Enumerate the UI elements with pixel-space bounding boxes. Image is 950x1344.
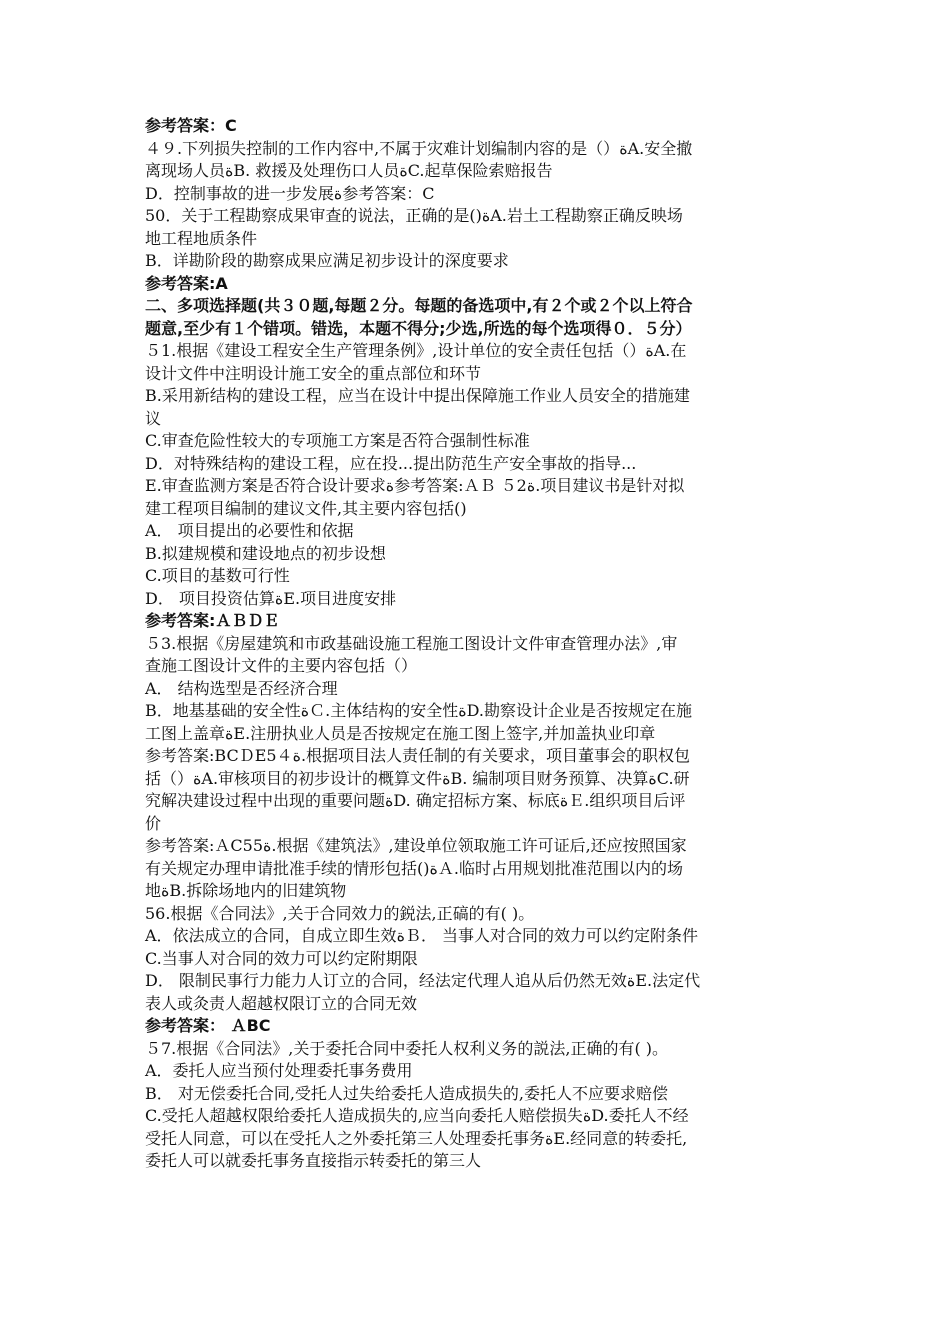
question-51-line-5: C.审查危险性较大的专项施工方案是否符合强制性标准 xyxy=(145,431,530,450)
question-51-line-3: B.采用新结构的建设工程，应当在设计中提出保障施工作业人员安全的措施建 xyxy=(145,386,690,405)
question-49-line-1: ４９.下列损失控制的工作内容中,不属于灾难计划编制内容的是（）ةA.安全撤 xyxy=(145,138,693,158)
question-50-line-3: B．详勘阶段的勘察成果应满足初步设计的深度要求 xyxy=(145,251,509,270)
section-heading-line-2: 题意,至少有１个错项。错选，本题不得分;少选,所选的每个选项得０．５分） xyxy=(145,318,692,338)
question-51-line-6: D．对特殊结构的建设工程，应在投...提出防范生产安全事故的指导... xyxy=(145,453,637,473)
question-53-line-1: ５3.根据《房屋建筑和市政基础设施工程施工图设计文件审查管理办法》,审 xyxy=(145,633,678,653)
question-54-line-3: 究解决建设过程中出现的重要问题ةD. 确定招标方案、标底ةＥ.组织项目后评 xyxy=(145,791,686,810)
question-57-line-1: ５7.根据《合同法》,关于委托合同中委托人权利义务的説法,正确的有( )。 xyxy=(145,1038,669,1058)
question-53-line-5: 工图上盖章ةE.注册执业人员是否按规定在施工图上签字,并加盖执业印章 xyxy=(145,723,656,743)
question-53-line-2: 查施工图设计文件的主要内容包括（） xyxy=(145,656,418,675)
question-49-line-2: 离现场人员ةB. 救援及处理伤口人员ةC.起草保险索赔报告 xyxy=(145,161,553,180)
question-57-line-5: 受托人同意，可以在受托人之外委托第三人处理委托事务ةE.经同意的转委托, xyxy=(145,1128,688,1148)
question-57-line-4: C.受托人超越权限给委托人造成损失的,应当向委托人赔偿损失ةD.委托人不经 xyxy=(145,1106,689,1125)
section-heading-line-1: 二、多项选择题(共３０题,每题２分。每题的备选项中,有２个或２个以上符合 xyxy=(145,296,693,315)
question-53-line-4: B．地基基础的安全性ةＣ.主体结构的安全性ةD.勘察设计企业是否按规定在施 xyxy=(145,701,692,720)
question-54-line-2: 括（）ةA.审核项目的初步设计的概算文件ةB. 编制项目财务预算、决算ةC.研 xyxy=(145,768,690,788)
question-53-line-3: A． 结构选型是否经济合理 xyxy=(145,678,338,698)
answer-50: 参考答案:A xyxy=(145,273,228,293)
question-56-line-2: A．依法成立的合同，自成立即生效ةＢ． 当事人对合同的效力可以约定附条件 xyxy=(145,926,699,945)
answer-48: 参考答案：C xyxy=(145,116,237,135)
question-51-line-2: 设计文件中注明设计施工安全的重点部位和环节 xyxy=(145,363,482,383)
question-50-line-2: 地工程地质条件 xyxy=(145,228,258,248)
question-52-line-4: C.项目的基数可行性 xyxy=(145,566,290,585)
answer-52: 参考答案:ＡＢＤＥ xyxy=(145,611,280,630)
question-52-line-5: D． 项目投资估算ةE.项目进度安排 xyxy=(145,588,397,608)
question-54-line-1: 参考答案:BCＤE5４ة.根据项目法人责任制的有关要求，项目董事会的职权包 xyxy=(145,746,691,765)
question-57-line-3: B． 对无偿委托合同,受托人过失给委托人造成损失的,委托人不应要求赔偿 xyxy=(145,1083,669,1103)
question-52-line-2: A． 项目提出的必要性和依据 xyxy=(145,521,354,540)
question-51-line-1: ５1.根据《建设工程安全生产管理条例》,设计单位的安全责任包括（）ةA.在 xyxy=(145,341,687,360)
question-56-line-3: C.当事人对合同的效力可以约定附期限 xyxy=(145,948,418,968)
question-56-line-4: D． 限制民事行力能力人订立的合同，经法定代理人追从后仍然无效ةE.法定代 xyxy=(145,971,701,990)
question-55-line-3: 地ةB.拆除场地内的旧建筑物 xyxy=(145,881,347,900)
question-52-line-1: 建工程项目编制的建议文件,其主要内容包括() xyxy=(145,498,467,518)
answer-56: 参考答案： ＡBC xyxy=(145,1016,271,1035)
question-56-line-1: 56.根据《合同法》,关于合同效力的鋭法,正碻的有( )。 xyxy=(145,903,535,923)
question-54-line-4: 价 xyxy=(145,813,162,833)
question-50-line-1: 50．关于工程勘察成果审查的说法，正确的是()ةA.岩土工程勘察正确反映场 xyxy=(145,206,683,225)
question-52-line-3: B.拟建规模和建设地点的初步设想 xyxy=(145,543,386,563)
question-56-line-5: 表人或灸责人超越权限订立的合同无效 xyxy=(145,993,418,1013)
question-57-line-2: A．委托人应当预付处理委托事务费用 xyxy=(145,1061,413,1080)
document-page xyxy=(145,115,815,1173)
question-55-line-1: 参考答案:ＡC55ة.根据《建筑法》,建设单位领取施工许可证后,还应按照国家 xyxy=(145,836,687,855)
question-55-line-2: 有关规定办理申请批准手续的情形包括()ةＡ.临时占用规划批准范围以内的场 xyxy=(145,858,683,878)
question-49-line-3: D．控制事故的进一步发展ة参考答案：C xyxy=(145,183,435,203)
question-57-line-6: 委托人可以就委托事务直接指示转委托的第三人 xyxy=(145,1151,482,1170)
question-51-line-7: E.审查监测方案是否符合设计要求ة参考答案:ＡＢ ５2ة.项目建议书是针对拟 xyxy=(145,476,685,495)
question-51-line-4: 议 xyxy=(145,408,162,428)
